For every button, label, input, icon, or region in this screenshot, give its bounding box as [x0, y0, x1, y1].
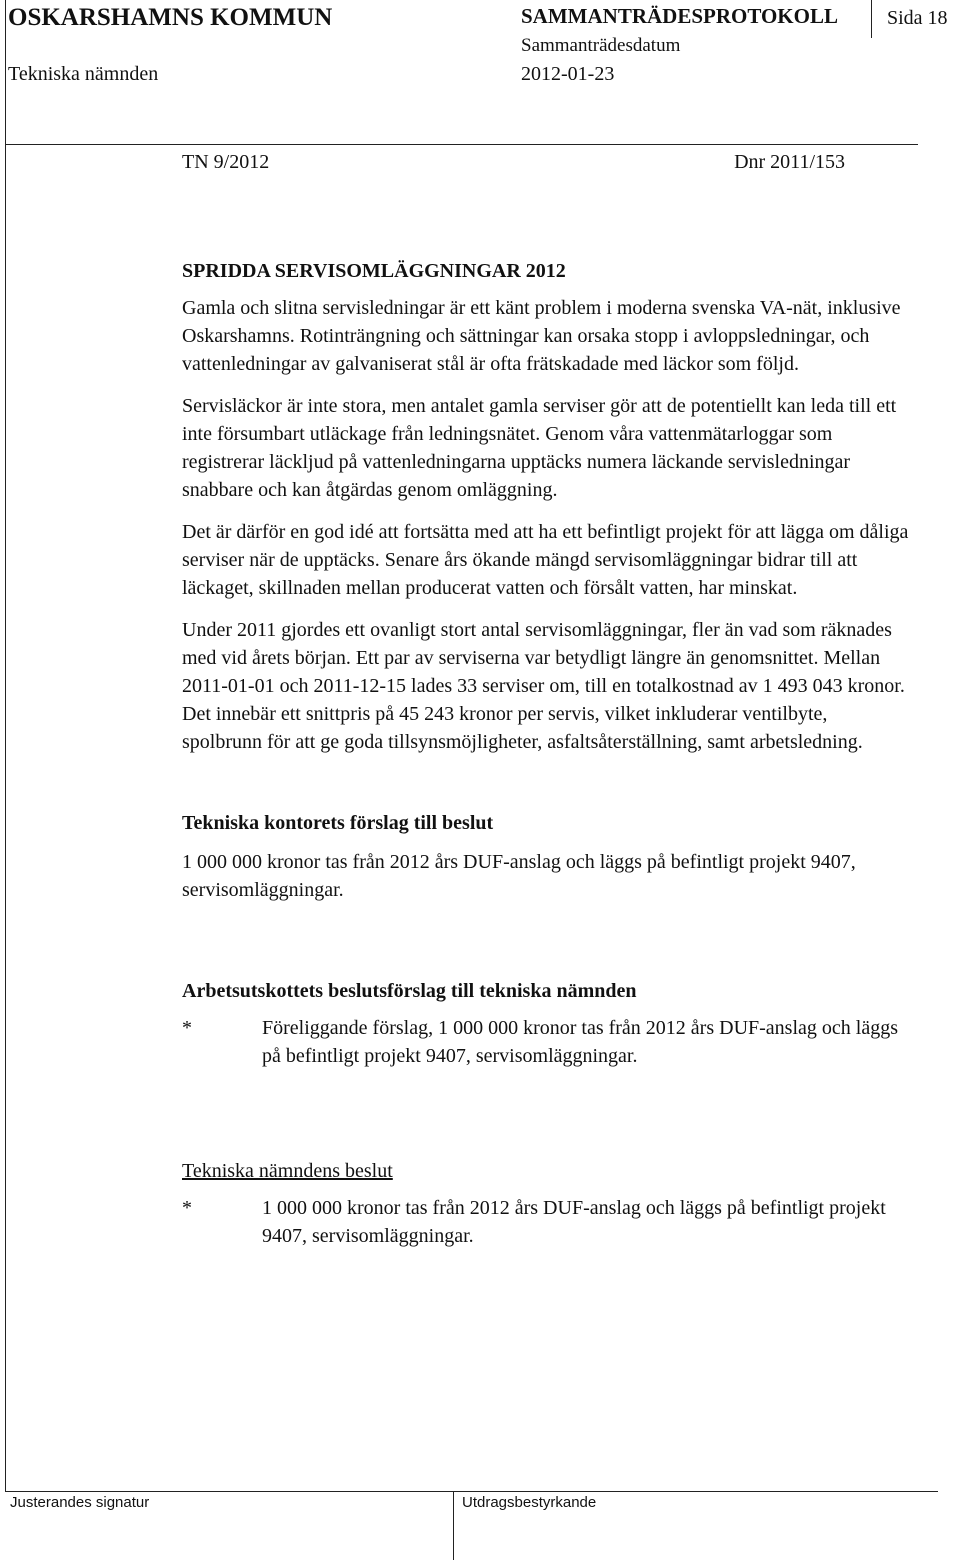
bullet-marker: *: [182, 1017, 192, 1039]
signature-label: Justerandes signatur: [10, 1494, 150, 1511]
body-paragraph-2: Servisläckor är inte stora, men antalet gamla serviser gör att de potentiellt kan leda till ett inte försumbart utläckage från ledningsnätet. Genom våra vattenmätarloggar som registrerar läckljud på vattenledningarna upptäcks numera läckande servisledningar snabbare och kan åtgärdas genom omläggning.: [182, 395, 897, 501]
footer-rule: [5, 1491, 938, 1492]
decision-item: [182, 1194, 912, 1250]
extract-certification-label: Utdragsbestyrkande: [462, 1494, 597, 1511]
protocol-title: SAMMANTRÄDESPROTOKOLL: [521, 4, 838, 28]
office-proposal-heading: Tekniska kontorets förslag till beslut: [182, 812, 494, 834]
case-reference-row: [182, 148, 845, 176]
document-body: [182, 148, 912, 1250]
decision-heading: Tekniska nämndens beslut: [182, 1160, 393, 1182]
meeting-date: 2012-01-23: [521, 63, 615, 85]
case-number: TN 9/2012: [182, 151, 270, 173]
meeting-date-label: Sammanträdesdatum: [521, 35, 681, 56]
committee-proposal-item: [182, 1014, 912, 1070]
body-paragraph-3: Det är därför en god idé att fortsätta med att ha ett befintligt projekt för att lägga om dåliga serviser när de upptäcks. Senare års ökande mängd servisomläggningar bidrar till att läckaget, skillnaden mellan producerat vatten och försålt vatten, har minskat.: [182, 521, 909, 599]
decision-text: 1 000 000 kronor tas från 2012 års DUF-anslag och läggs på befintligt projekt 9407, servisomläggningar.: [262, 1197, 886, 1247]
committee-proposal-text: Föreliggande förslag, 1 000 000 kronor tas från 2012 års DUF-anslag och läggs på befintligt projekt 9407, servisomläggningar.: [262, 1017, 898, 1067]
left-margin-rule: [5, 0, 6, 1492]
footer-divider: [453, 1491, 454, 1560]
header-rule: [5, 144, 918, 145]
committee-name: Tekniska nämnden: [8, 63, 159, 85]
municipality-name: OSKARSHAMNS KOMMUN: [8, 4, 333, 31]
case-title: SPRIDDA SERVISOMLÄGGNINGAR 2012: [182, 260, 566, 282]
page-box-rule: [871, 0, 872, 38]
committee-proposal-heading: Arbetsutskottets beslutsförslag till tekniska nämnden: [182, 980, 637, 1002]
body-paragraph-1: Gamla och slitna servisledningar är ett känt problem i moderna svenska VA-nät, inklusive Oskarshamns. Rotinträngning och sättningar kan orsaka stopp i avloppsledningar, och vattenledningar av galvaniserat stål är ofta frätskadade med läckor som följd.: [182, 297, 901, 375]
diary-number: Dnr 2011/153: [734, 151, 845, 173]
office-proposal-text: 1 000 000 kronor tas från 2012 års DUF-anslag och läggs på befintligt projekt 9407, servisomläggningar.: [182, 851, 856, 901]
body-paragraph-4: Under 2011 gjordes ett ovanligt stort antal servisomläggningar, fler än vad som räknades med vid årets början. Ett par av serviserna var betydligt längre än genomsnittet. Mellan 2011-01-01 och 2011-12-15 lades 33 serviser om, till en totalkostnad av 1 493 043 kronor. Det innebär ett snittpris på 45 243 kronor per servis, vilket inkluderar ventilbyte, spolbrunn för att ge goda tillsynsmöjligheter, asfaltsåterställning, samt arbetsledning.: [182, 619, 905, 753]
bullet-marker: *: [182, 1197, 192, 1219]
page-number: Sida 18: [887, 7, 948, 29]
